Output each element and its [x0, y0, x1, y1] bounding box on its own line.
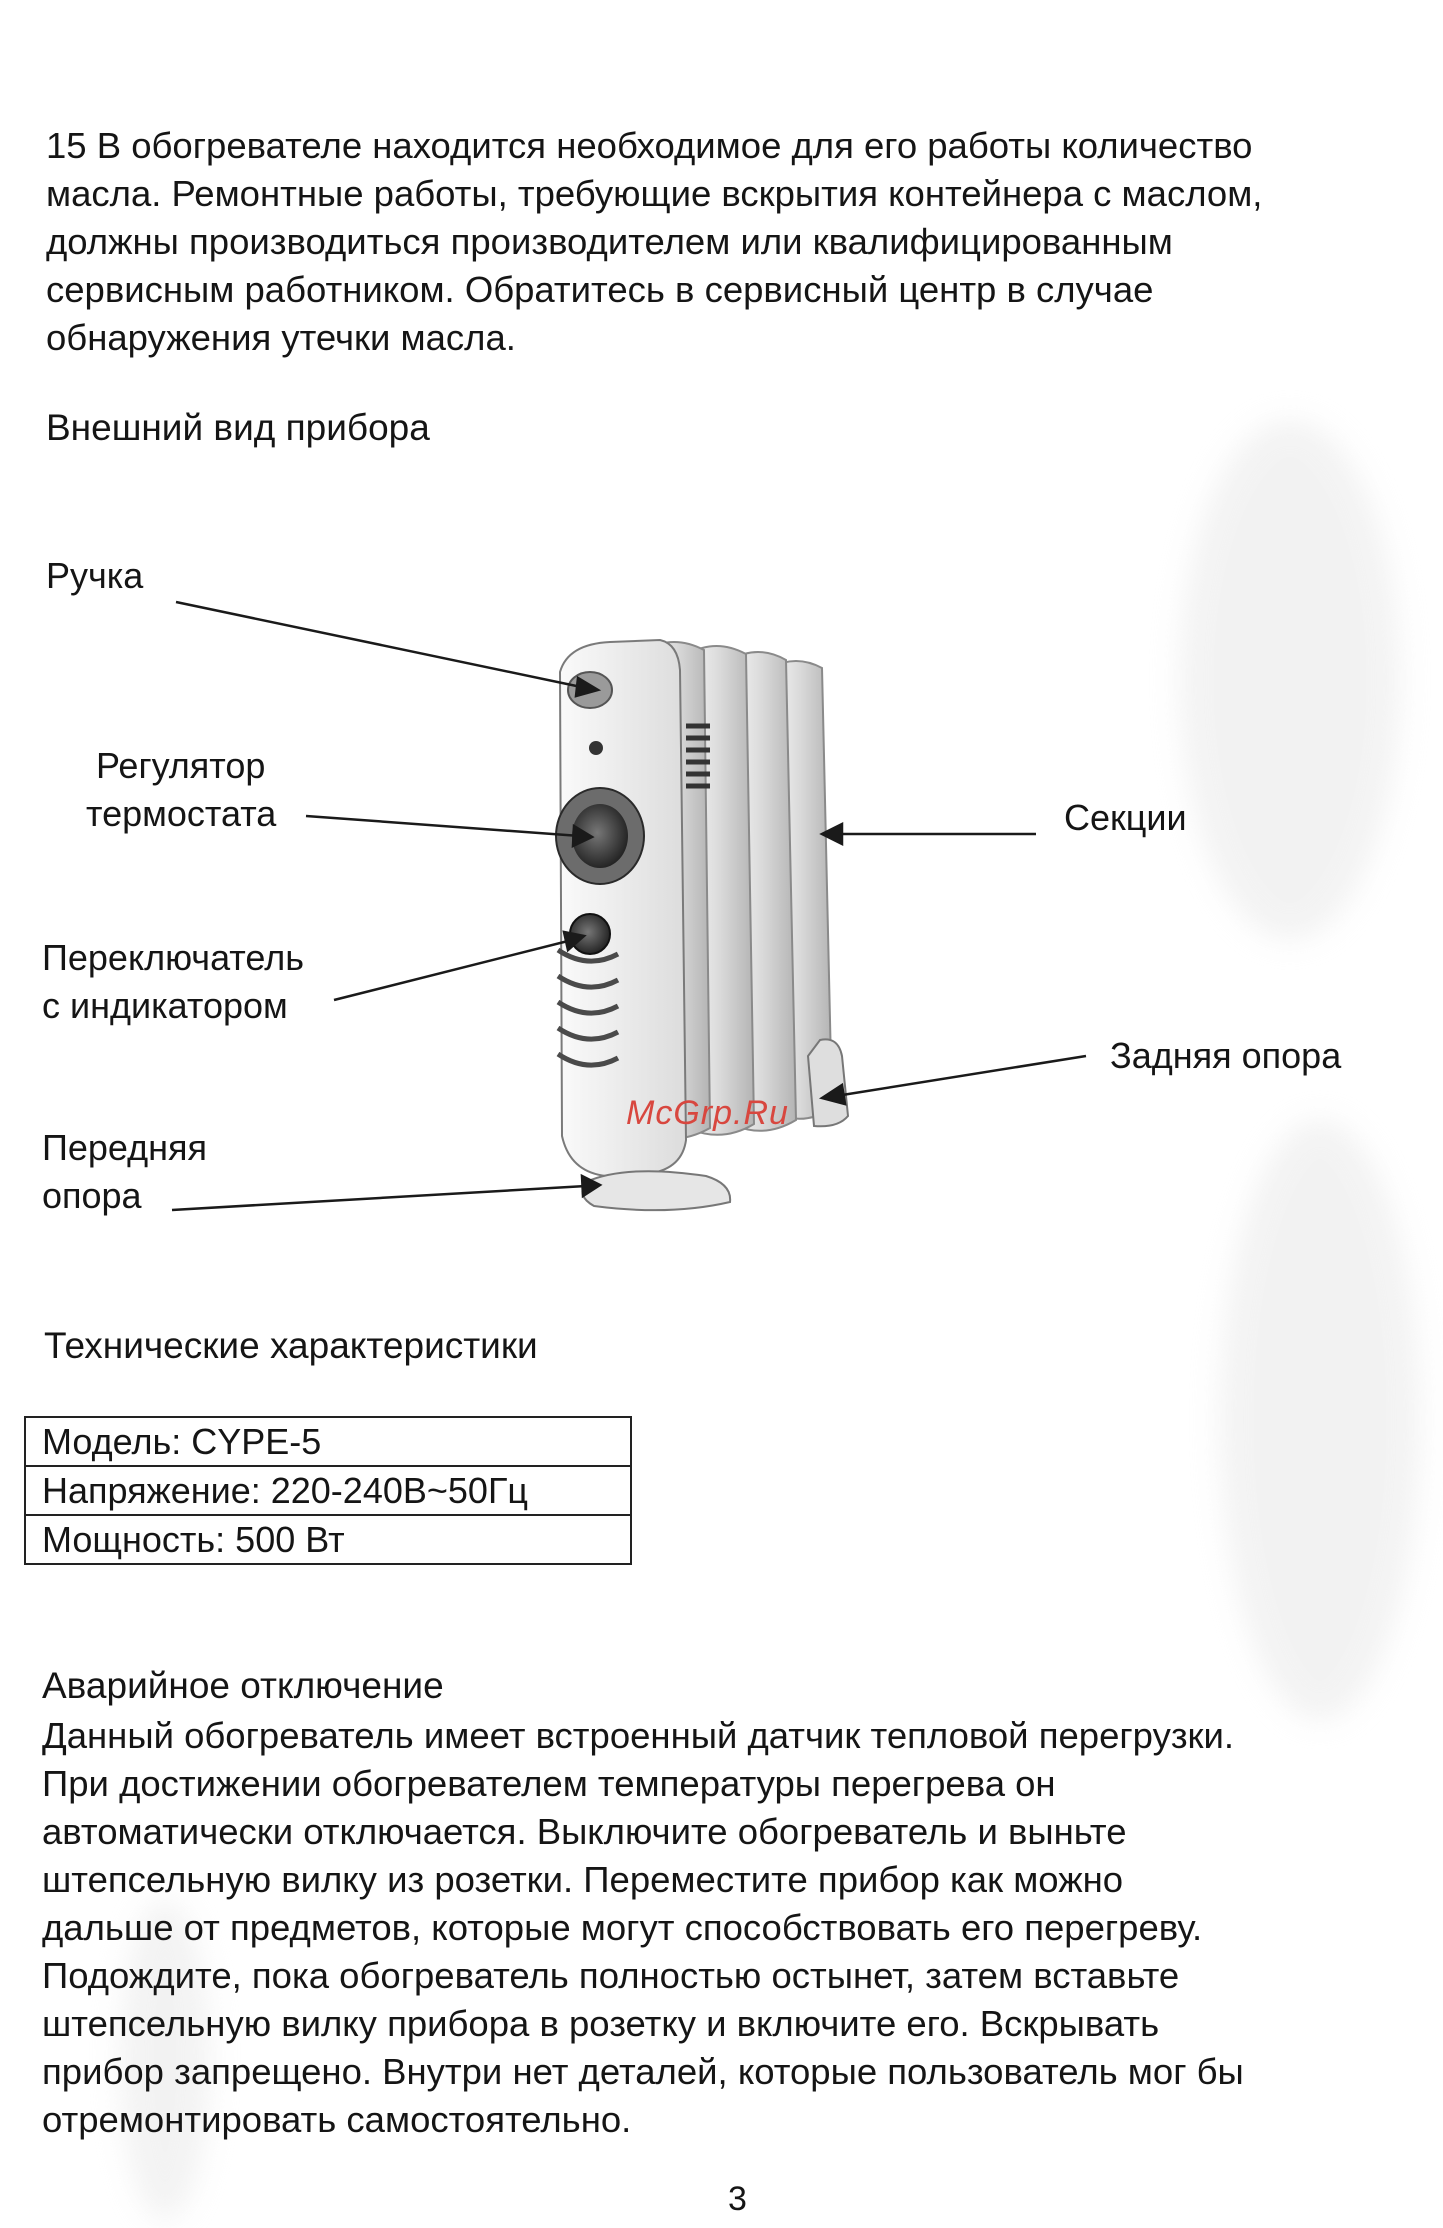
- specs-table: [24, 1416, 632, 1565]
- specs-row: Модель: CYPE-5: [26, 1418, 630, 1467]
- callout-sections: Секции: [1064, 797, 1187, 838]
- specs-row: Мощность: 500 Вт: [42, 1519, 345, 1560]
- callout-front-support: [42, 1124, 207, 1220]
- site-watermark: McGrp.Ru: [626, 1094, 789, 1132]
- callout-switch-line: с индикатором: [42, 985, 288, 1026]
- callout-thermostat: [86, 742, 276, 838]
- shutdown-paragraph: [42, 1712, 1244, 2144]
- shutdown-line: штепсельную вилку прибора в розетку и включите его. Вскрывать: [42, 2003, 1160, 2044]
- shutdown-line: Данный обогреватель имеет встроенный датчик тепловой перегрузки.: [42, 1715, 1235, 1756]
- callout-thermostat-line: термостата: [86, 793, 277, 834]
- shutdown-line: штепсельную вилку из розетки. Переместите прибор как можно: [42, 1859, 1124, 1900]
- callout-handle: Ручка: [46, 555, 144, 596]
- intro-line: масла. Ремонтные работы, требующие вскрытия контейнера с маслом,: [46, 173, 1263, 214]
- indicator-dot: [589, 741, 603, 755]
- specs-row: Напряжение: 220-240В~50Гц: [26, 1467, 630, 1516]
- specs-heading: Технические характеристики: [44, 1325, 538, 1366]
- callout-rear-support: Задняя опора: [1110, 1035, 1342, 1076]
- callout-front-support-line: опора: [42, 1175, 142, 1216]
- page-number: 3: [728, 2180, 747, 2218]
- intro-line: 15 В обогревателе находится необходимое для его работы количество: [46, 125, 1253, 166]
- intro-line: сервисным работником. Обратитесь в сервисный центр в случае: [46, 269, 1154, 310]
- appearance-heading: Внешний вид прибора: [46, 407, 430, 448]
- rear-support: [808, 1039, 848, 1126]
- callout-front-support-line: Передняя: [42, 1127, 208, 1168]
- callout-thermostat-line: Регулятор: [96, 745, 266, 786]
- shutdown-line: При достижении обогревателем температуры перегрева он: [42, 1763, 1056, 1804]
- callout-switch-line: Переключатель: [42, 937, 304, 978]
- front-support: [582, 1171, 730, 1210]
- shutdown-line: Подождите, пока обогреватель полностью остынет, затем вставьте: [42, 1955, 1180, 1996]
- shutdown-line: прибор запрещено. Внутри нет деталей, которые пользователь мог бы: [42, 2051, 1244, 2092]
- intro-line: должны производиться производителем или квалифицированным: [46, 221, 1173, 262]
- shutdown-line: отремонтировать самостоятельно.: [42, 2099, 632, 2140]
- callout-switch: [42, 934, 304, 1030]
- shutdown-title: Аварийное отключение: [42, 1665, 444, 1706]
- shutdown-line: дальше от предметов, которые могут способствовать его перегреву.: [42, 1907, 1203, 1948]
- intro-line: обнаружения утечки масла.: [46, 317, 516, 358]
- shutdown-line: автоматически отключается. Выключите обогреватель и выньте: [42, 1811, 1127, 1852]
